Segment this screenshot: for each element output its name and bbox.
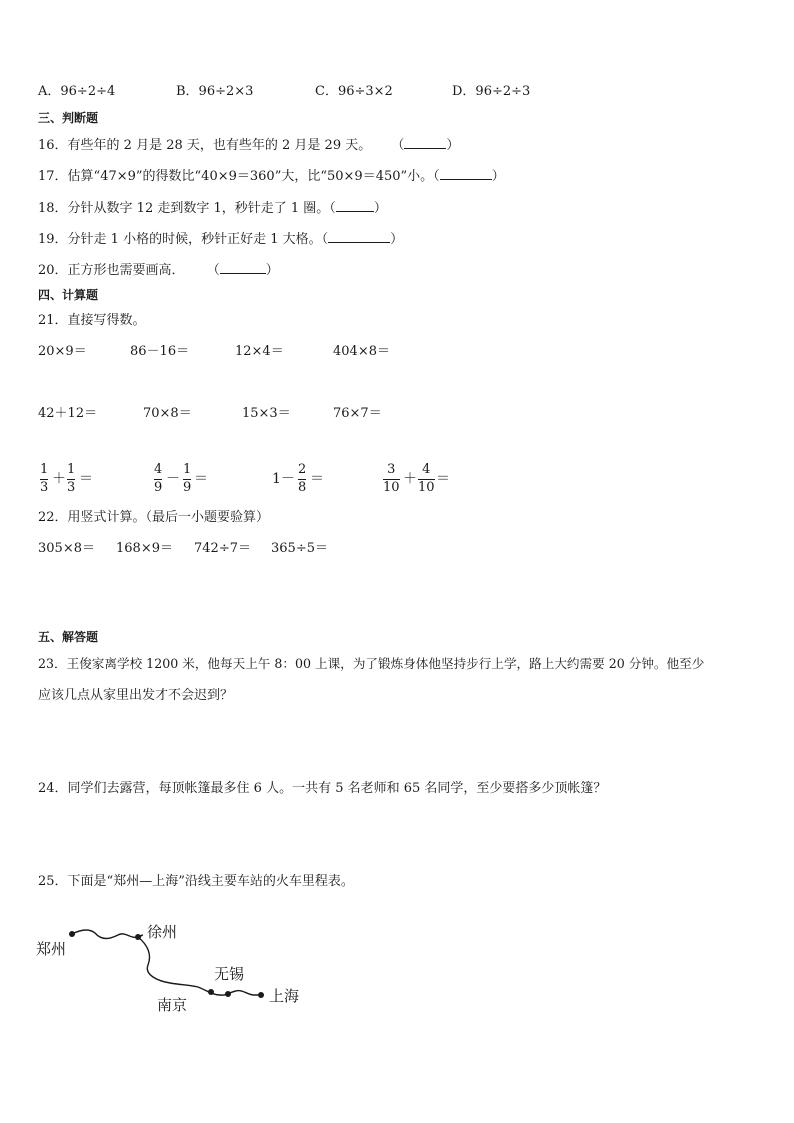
calc-item: 404×8＝ xyxy=(333,344,390,359)
station-label-nanjing: 南京 xyxy=(157,996,188,1014)
operator: ＋ xyxy=(403,471,417,487)
question-23-line1: 23．王俊家离学校 1200 米，他每天上午 8：00 上课，为了锻炼身体他坚持步行上学，路上大约需要 20 分钟。他至少 xyxy=(38,656,705,671)
station-label-xuzhou: 徐州 xyxy=(147,923,178,941)
equals-sign: ＝ xyxy=(79,471,93,487)
section-title-word-problems: 五、解答题 xyxy=(38,630,99,644)
railway-route-map xyxy=(30,915,320,1020)
station-label-wuxi: 无锡 xyxy=(214,965,245,983)
answer-blank-18[interactable] xyxy=(336,199,374,212)
answer-blank-19[interactable] xyxy=(328,230,390,243)
station-dot-wuxi xyxy=(225,991,231,997)
calc-item: 86－16＝ xyxy=(130,344,190,359)
station-label-shanghai: 上海 xyxy=(269,987,300,1005)
fraction: 4 9 xyxy=(154,462,163,495)
equals-sign: ＝ xyxy=(436,471,450,487)
question-25: 25．下面是“郑州—上海”沿线主要车站的火车里程表。 xyxy=(38,874,354,889)
section-title-calculation: 四、计算题 xyxy=(38,288,99,302)
vertical-calc-item: 168×9＝ xyxy=(116,541,173,556)
question-19: 19．分针走 1 小格的时候，秒针正好走 1 大格。（ ） xyxy=(38,232,404,247)
fraction: 1 3 xyxy=(67,462,76,495)
calc-item: 42＋12＝ xyxy=(38,406,98,421)
fraction: 1 3 xyxy=(40,462,49,495)
section-title-judgement: 三、判断题 xyxy=(38,111,99,125)
fraction: 3 10 xyxy=(383,462,400,495)
option-c[interactable]: C．96÷3×2 xyxy=(315,84,393,99)
vertical-calc-item: 365÷5＝ xyxy=(271,541,328,556)
vertical-calc-item: 305×8＝ xyxy=(38,541,95,556)
calc-item: 12×4＝ xyxy=(235,344,284,359)
answer-blank-20[interactable] xyxy=(220,261,266,274)
fraction: 1 9 xyxy=(183,462,192,495)
operator: ＋ xyxy=(52,471,66,487)
question-18: 18．分针从数字 12 走到数字 1，秒针走了 1 圈。（ ） xyxy=(38,201,387,216)
calc-item: 15×3＝ xyxy=(242,406,291,421)
fraction: 2 8 xyxy=(298,462,307,495)
question-20: 20．正方形也需要画高． （ ） xyxy=(38,263,279,278)
answer-blank-16[interactable] xyxy=(404,136,446,149)
operator: － xyxy=(166,471,180,487)
question-22: 22．用竖式计算。（最后一小题要验算） xyxy=(38,510,270,525)
fraction: 4 10 xyxy=(418,462,435,495)
operator: 1－ xyxy=(272,471,295,487)
equals-sign: ＝ xyxy=(194,471,208,487)
calc-item: 76×7＝ xyxy=(333,406,382,421)
option-d[interactable]: D．96÷2÷3 xyxy=(452,84,531,99)
station-dot-xuzhou xyxy=(135,934,141,940)
vertical-calc-item: 742÷7＝ xyxy=(194,541,251,556)
answer-blank-17[interactable] xyxy=(440,167,492,180)
question-17: 17．估算“47×9”的得数比“40×9＝360”大，比“50×9＝450”小。（ ） xyxy=(38,169,505,184)
option-b[interactable]: B．96÷2×3 xyxy=(176,84,254,99)
question-23-line2: 应该几点从家里出发才不会迟到？ xyxy=(38,688,234,703)
question-24: 24．同学们去露营，每顶帐篷最多住 6 人。一共有 5 名老师和 65 名同学，至少要搭多少顶帐篷？ xyxy=(38,781,607,796)
equals-sign: ＝ xyxy=(310,471,324,487)
calc-item: 20×9＝ xyxy=(38,344,87,359)
station-dot-zhengzhou xyxy=(69,931,75,937)
option-a[interactable]: A．96÷2÷4 xyxy=(38,84,116,99)
station-label-zhengzhou: 郑州 xyxy=(36,940,67,958)
station-dot-shanghai xyxy=(258,992,264,998)
station-dot-nanjing xyxy=(208,989,214,995)
question-16: 16．有些年的 2 月是 28 天，也有些年的 2 月是 29 天。 （ ） xyxy=(38,138,460,153)
calc-item: 70×8＝ xyxy=(143,406,192,421)
question-21: 21．直接写得数。 xyxy=(38,313,146,328)
